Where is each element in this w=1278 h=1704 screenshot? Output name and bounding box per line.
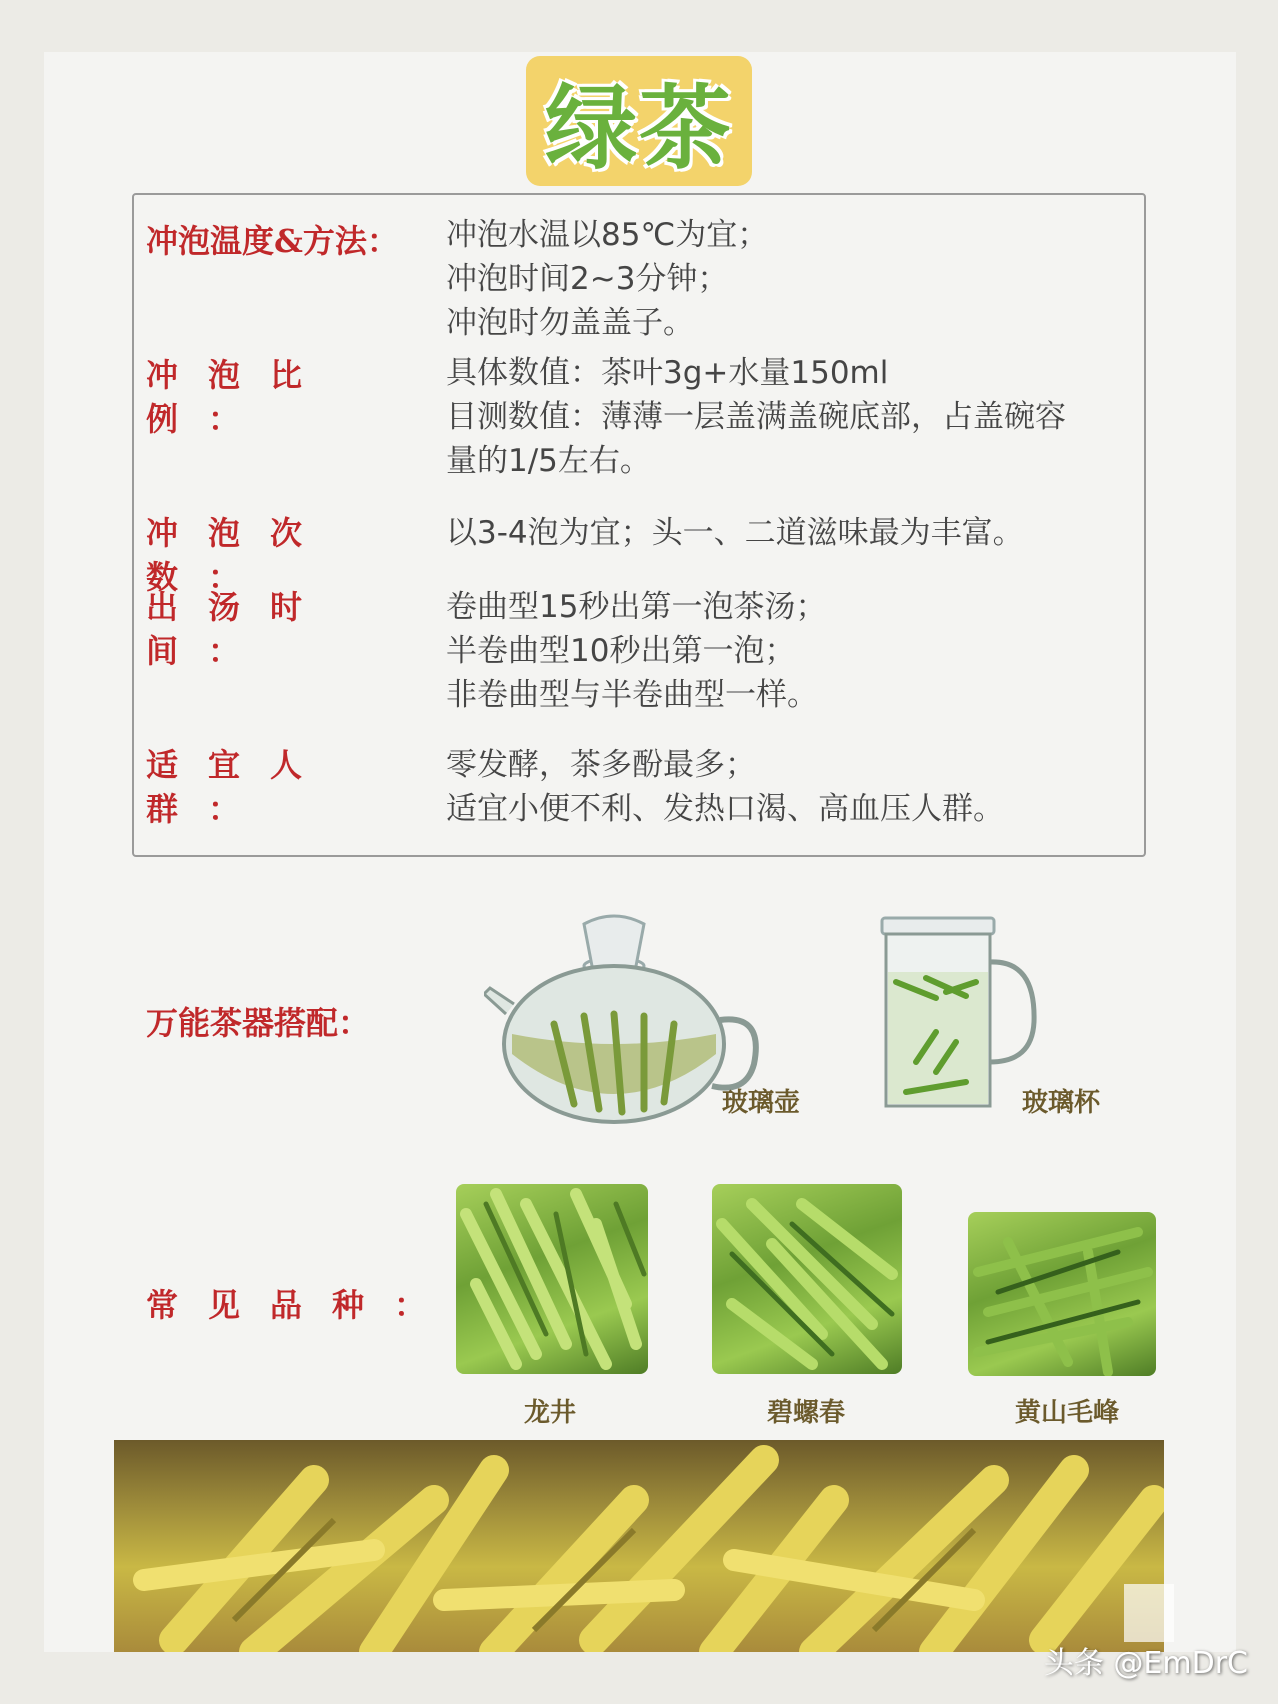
info-label: 冲泡比例： [146,356,333,438]
variety-caption: 碧螺春 [766,1398,845,1428]
variety-caption: 龙井 [523,1398,576,1428]
info-values [446,743,1140,831]
info-line: 非卷曲型与半卷曲型一样。 [446,677,818,713]
teaware-label: 万能茶器搭配： [146,1004,371,1042]
page-title: 绿茶 [544,75,733,182]
watermark-backdrop [1124,1584,1174,1642]
info-label: 适宜人群： [146,746,333,828]
info-line: 冲泡水温以85℃为宜； [446,217,769,253]
brewing-info-box [132,193,1146,857]
info-values [446,585,1140,717]
watermark: 头条 @EmDrC [1043,1646,1248,1681]
info-label: 出汤时间： [146,588,333,670]
teaware-caption: 玻璃壶 [721,1088,800,1118]
info-line: 目测数值：薄薄一层盖满盖碗底部，占盖碗容 [446,399,1066,435]
biluochun-image [712,1184,902,1374]
varieties-label: 常见品种： [146,1286,457,1324]
info-line: 零发酵，茶多酚最多； [446,747,756,783]
info-label: 冲泡次数： [146,514,333,596]
info-line: 冲泡时勿盖盖子。 [446,305,694,341]
tea-leaves-photo [114,1440,1164,1652]
longjing-image [456,1184,648,1374]
info-values [446,511,1140,555]
info-line: 适宜小便不利、发热口渴、高血压人群。 [446,791,1004,827]
info-line: 量的1/5左右。 [446,443,651,479]
teaware-caption: 玻璃杯 [1021,1088,1100,1118]
info-values [446,213,1140,345]
info-line: 冲泡时间2~3分钟； [446,261,729,297]
info-line: 卷曲型15秒出第一泡茶汤； [446,589,827,625]
variety-caption: 黄山毛峰 [1014,1398,1119,1428]
info-label: 冲泡温度&方法： [146,222,399,260]
info-line: 半卷曲型10秒出第一泡； [446,633,796,669]
huangshan-maofeng-image [968,1212,1156,1376]
info-line: 以3-4泡为宜；头一、二道滋味最为丰富。 [446,515,1024,551]
info-values [446,351,1140,483]
info-line: 具体数值：茶叶3g+水量150ml [446,355,889,391]
title-badge [526,56,752,186]
